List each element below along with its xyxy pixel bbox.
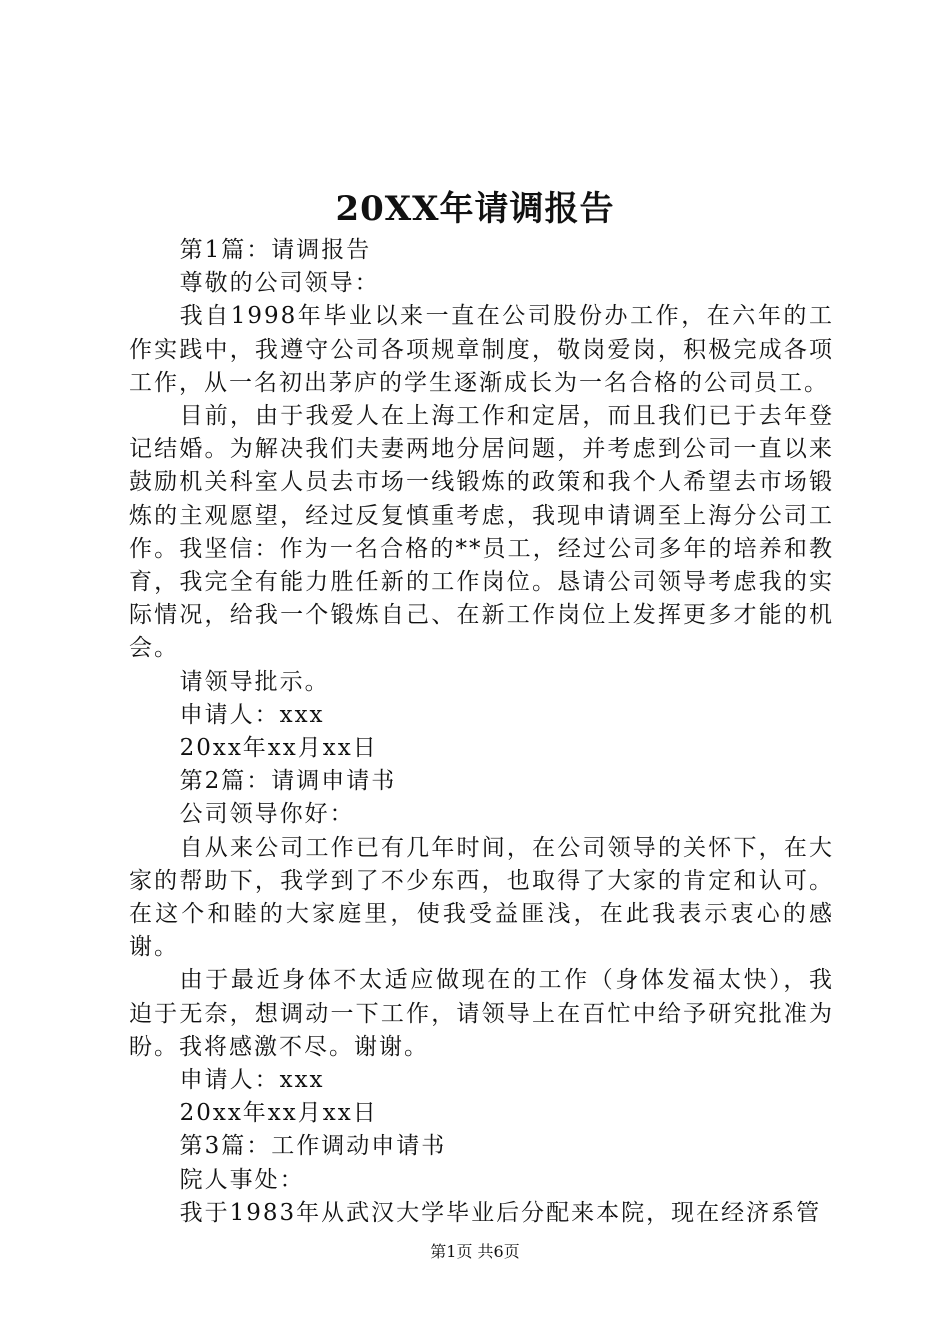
paragraph: 第3篇：工作调动申请书	[179, 1133, 447, 1160]
paragraph: 由于最近身体不太适应做现在的工作（身体发福太快），我迫于无奈，想调动一下工作，请领导上在百忙中给予研究批准为盼。我将感激不尽。谢谢。	[129, 967, 834, 1060]
paragraph: 目前，由于我爱人在上海工作和定居，而且我们已于去年登记结婚。为解决我们夫妻两地分居问题，并考虑到公司一直以来鼓励机关科室人员去市场一线锻炼的政策和我个人希望去市场锻炼的主观愿望，经过反复慎重考虑，我现申请调至上海分公司工作。我坚信：作为一名合格的**员工，经过公司多年的培养和教育，我完全有能力胜任新的工作岗位。恳请公司领导考虑我的实际情况，给我一个锻炼自己、在新工作岗位上发挥更多才能的机会。	[129, 403, 834, 662]
paragraph: 20xx年xx月xx日	[179, 1100, 378, 1127]
page-footer: 第1页 共6页	[430, 1242, 520, 1261]
paragraph: 院人事处：	[179, 1166, 305, 1193]
paragraph: 请领导批示。	[179, 668, 330, 695]
paragraph: 第1篇：请调报告	[179, 237, 372, 263]
paragraph: 公司领导你好：	[179, 801, 355, 828]
document-body	[129, 234, 834, 1230]
paragraph: 申请人：xxx	[179, 1067, 325, 1094]
paragraph: 尊敬的公司领导：	[179, 270, 380, 297]
paragraph: 自从来公司工作已有几年时间，在公司领导的关怀下，在大家的帮助下，我学到了不少东西，也取得了大家的肯定和认可。在这个和睦的大家庭里，使我受益匪浅，在此我表示衷心的感谢。	[129, 834, 834, 961]
paragraph: 申请人：xxx	[179, 701, 325, 728]
document-title: 20XX年请调报告	[335, 189, 615, 229]
paragraph: 我自1998年毕业以来一直在公司股份办工作，在六年的工作实践中，我遵守公司各项规章制度，敬岗爱岗，积极完成各项工作，从一名初出茅庐的学生逐渐成长为一名合格的公司员工。	[129, 303, 834, 396]
paragraph: 我于1983年从武汉大学毕业后分配来本院，现在经济系管	[179, 1199, 822, 1226]
paragraph: 第2篇：请调申请书	[179, 768, 397, 795]
paragraph: 20xx年xx月xx日	[179, 735, 378, 762]
